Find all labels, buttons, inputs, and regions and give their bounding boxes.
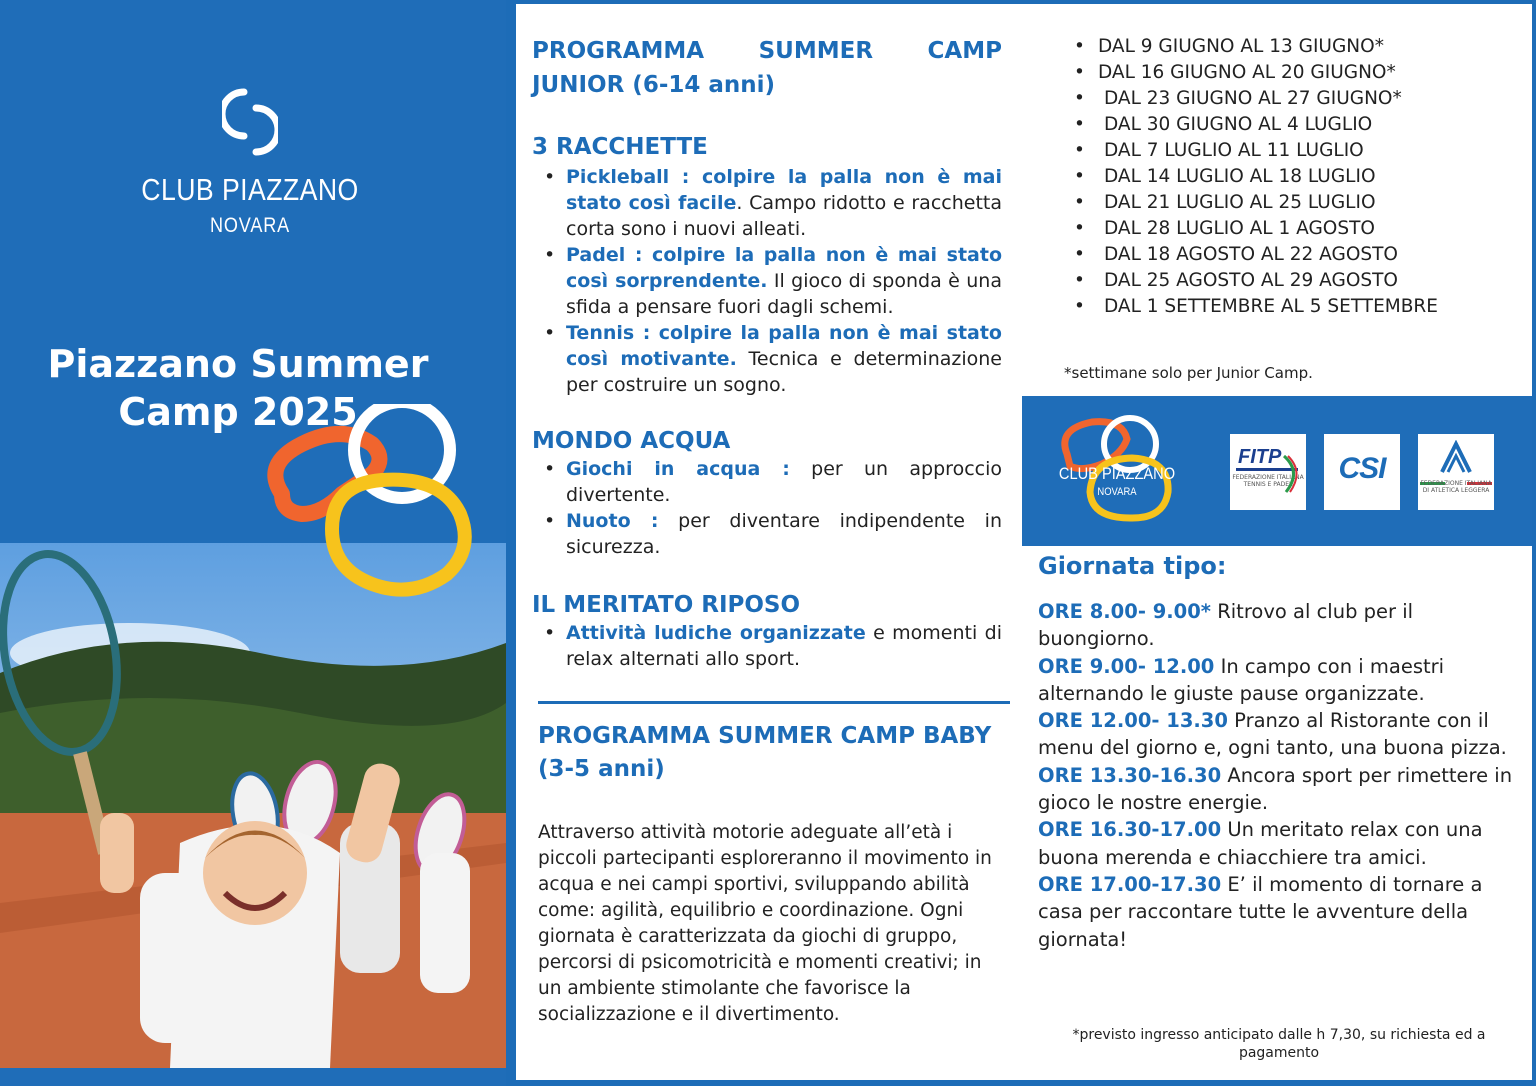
fidal-logo bbox=[1418, 434, 1494, 510]
list-item bbox=[532, 620, 1002, 672]
hero-title-line2: Camp 2025 bbox=[118, 390, 358, 434]
week-item: • DAL 9 GIUGNO AL 13 GIUGNO* bbox=[1074, 34, 1504, 60]
nuoto-text: per diventare indipendente in sicurezza. bbox=[566, 510, 1002, 558]
baby-title-line2: (3-5 anni) bbox=[538, 756, 665, 782]
schedule-item bbox=[1038, 707, 1514, 762]
fitp-logo-subtext: FEDERAZIONE ITALIANA TENNIS E PADEL bbox=[1232, 474, 1304, 488]
schedule-item bbox=[1038, 653, 1514, 708]
junior-title-line2: JUNIOR (6-14 anni) bbox=[532, 72, 776, 98]
week-item: • DAL 16 GIUGNO AL 20 GIUGNO* bbox=[1074, 60, 1504, 86]
schedule-item bbox=[1038, 762, 1514, 817]
baby-description: Attraverso attività motorie adeguate all’età i piccoli partecipanti esploreranno il movimento in acqua e nei campi sportivi, sviluppando abilità come: agilità, equilibrio e coordinazione. Ogni giornata è caratterizzata da giochi di gruppo, percorsi di psicomotricità e momenti creativi; in un ambiente stimolante che favorisce la socializzazione e il divertimento. bbox=[538, 822, 992, 1025]
week-item: • DAL 18 AGOSTO AL 22 AGOSTO bbox=[1074, 242, 1504, 268]
riposo-heading: IL MERITATO RIPOSO bbox=[532, 592, 801, 618]
schedule-time: ORE 9.00- 12.00 bbox=[1038, 654, 1215, 678]
week-item: • DAL 28 LUGLIO AL 1 AGOSTO bbox=[1074, 216, 1504, 242]
pickleball-highlight: Pickleball : colpire la palla non è mai stato così facile bbox=[566, 166, 1002, 214]
attivita-highlight: Attività ludiche organizzate bbox=[566, 622, 866, 644]
week-item: • DAL 25 AGOSTO AL 29 AGOSTO bbox=[1074, 268, 1504, 294]
schedule-time: ORE 12.00- 13.30 bbox=[1038, 709, 1228, 733]
giornata-note: *previsto ingresso anticipato dalle h 7,30, su richiesta ed a pagamento bbox=[1072, 1027, 1486, 1061]
racchette-section bbox=[532, 134, 1002, 398]
list-item bbox=[532, 320, 1002, 398]
club-logo-icon bbox=[222, 88, 278, 156]
band-club-name: CLUB PIAZZANO bbox=[1058, 464, 1176, 483]
baby-title-line1: PROGRAMMA SUMMER CAMP BABY bbox=[538, 723, 992, 749]
tennis-text: Tecnica e determinazione per costruire un sogno. bbox=[566, 348, 1002, 396]
giornata-schedule bbox=[1038, 598, 1514, 953]
schedule-text: In campo con i maestri alternando le giuste pause organizzate. bbox=[1038, 654, 1445, 705]
schedule-item bbox=[1038, 598, 1514, 653]
schedule-time: ORE 17.00-17.30 bbox=[1038, 872, 1222, 896]
kids-tennis-photo bbox=[0, 543, 506, 1068]
partner-logo-band bbox=[1022, 396, 1532, 546]
schedule-time: ORE 13.30-16.30 bbox=[1038, 763, 1222, 787]
schedule-time: ORE 16.30-17.00 bbox=[1038, 818, 1222, 842]
content-panel bbox=[516, 4, 1532, 1080]
week-item: • DAL 1 SETTEMBRE AL 5 SETTEMBRE bbox=[1074, 294, 1504, 320]
list-item bbox=[532, 456, 1002, 508]
pickleball-text: . Campo ridotto e racchetta corta sono i nuovi alleati. bbox=[566, 192, 1002, 240]
riposo-section bbox=[532, 592, 1002, 672]
tennis-highlight: Tennis : colpire la palla non è mai stato così motivante. bbox=[566, 322, 1002, 370]
schedule-text: Ritrovo al club per il buongiorno. bbox=[1038, 600, 1414, 651]
fitp-swoosh-icon bbox=[1280, 454, 1302, 494]
csi-logo bbox=[1324, 434, 1400, 510]
week-item: • DAL 14 LUGLIO AL 18 LUGLIO bbox=[1074, 164, 1504, 190]
racchette-heading: 3 RACCHETTE bbox=[532, 134, 708, 160]
schedule-item bbox=[1038, 816, 1514, 871]
list-item bbox=[532, 508, 1002, 560]
weeks-note: *settimane solo per Junior Camp. bbox=[1064, 364, 1313, 382]
schedule-time: ORE 8.00- 9.00* bbox=[1038, 600, 1212, 623]
acqua-section bbox=[532, 428, 1002, 560]
junior-title-word3: CAMP bbox=[927, 38, 1002, 64]
schedule-item bbox=[1038, 871, 1514, 953]
junior-title bbox=[532, 34, 1002, 102]
fitp-logo-text: FITP bbox=[1238, 446, 1282, 468]
fitp-logo bbox=[1230, 434, 1306, 510]
csi-logo-text: CSI bbox=[1338, 452, 1386, 485]
week-item: • DAL 21 LUGLIO AL 25 LUGLIO bbox=[1074, 190, 1504, 216]
schedule-text: Pranzo al Ristorante con il menu del giorno e, ogni tanto, una buona pizza. bbox=[1038, 709, 1507, 760]
week-item: • DAL 7 LUGLIO AL 11 LUGLIO bbox=[1074, 138, 1504, 164]
weeks-list bbox=[1074, 34, 1504, 320]
section-divider bbox=[538, 701, 1010, 704]
junior-title-word2: SUMMER bbox=[758, 38, 874, 64]
giochi-highlight: Giochi in acqua : bbox=[566, 458, 790, 480]
acqua-heading: MONDO ACQUA bbox=[532, 428, 731, 454]
junior-title-word1: PROGRAMMA bbox=[532, 38, 705, 64]
week-item: • DAL 23 GIUGNO AL 27 GIUGNO* bbox=[1074, 86, 1504, 112]
club-name: CLUB PIAZZANO bbox=[141, 172, 359, 207]
schedule-text: Un meritato relax con una buona merenda e chiacchiere tra amici. bbox=[1038, 818, 1483, 869]
schedule-text: Ancora sport per rimettere in gioco le nostre energie. bbox=[1038, 763, 1513, 815]
baby-title bbox=[538, 720, 1018, 786]
club-city: NOVARA bbox=[209, 214, 291, 237]
schedule-text: E’ il momento di tornare a casa per raccontare tutte le avventure della giornata! bbox=[1038, 872, 1483, 951]
nuoto-highlight: Nuoto : bbox=[566, 510, 659, 532]
attivita-text: e momenti di relax alternati allo sport. bbox=[566, 622, 1002, 670]
giornata-title: Giornata tipo: bbox=[1038, 552, 1227, 580]
decorative-rings-icon bbox=[262, 404, 482, 604]
list-item bbox=[532, 242, 1002, 320]
hero-title-line1: Piazzano Summer bbox=[47, 342, 429, 386]
week-item: • DAL 30 GIUGNO AL 4 LUGLIO bbox=[1074, 112, 1504, 138]
band-club-city: NOVARA bbox=[1097, 486, 1137, 498]
giochi-text: per un approccio divertente. bbox=[566, 458, 1002, 506]
padel-highlight: Padel : colpire la palla non è mai stato così sorprendente. bbox=[566, 244, 1002, 292]
fidal-logo-subtext: FEDERAZIONE ITALIANA DI ATLETICA LEGGERA bbox=[1420, 480, 1492, 494]
left-panel bbox=[0, 0, 506, 1086]
padel-text: Il gioco di sponda è una sfida a pensare fuori dagli schemi. bbox=[566, 270, 1002, 318]
list-item bbox=[532, 164, 1002, 242]
